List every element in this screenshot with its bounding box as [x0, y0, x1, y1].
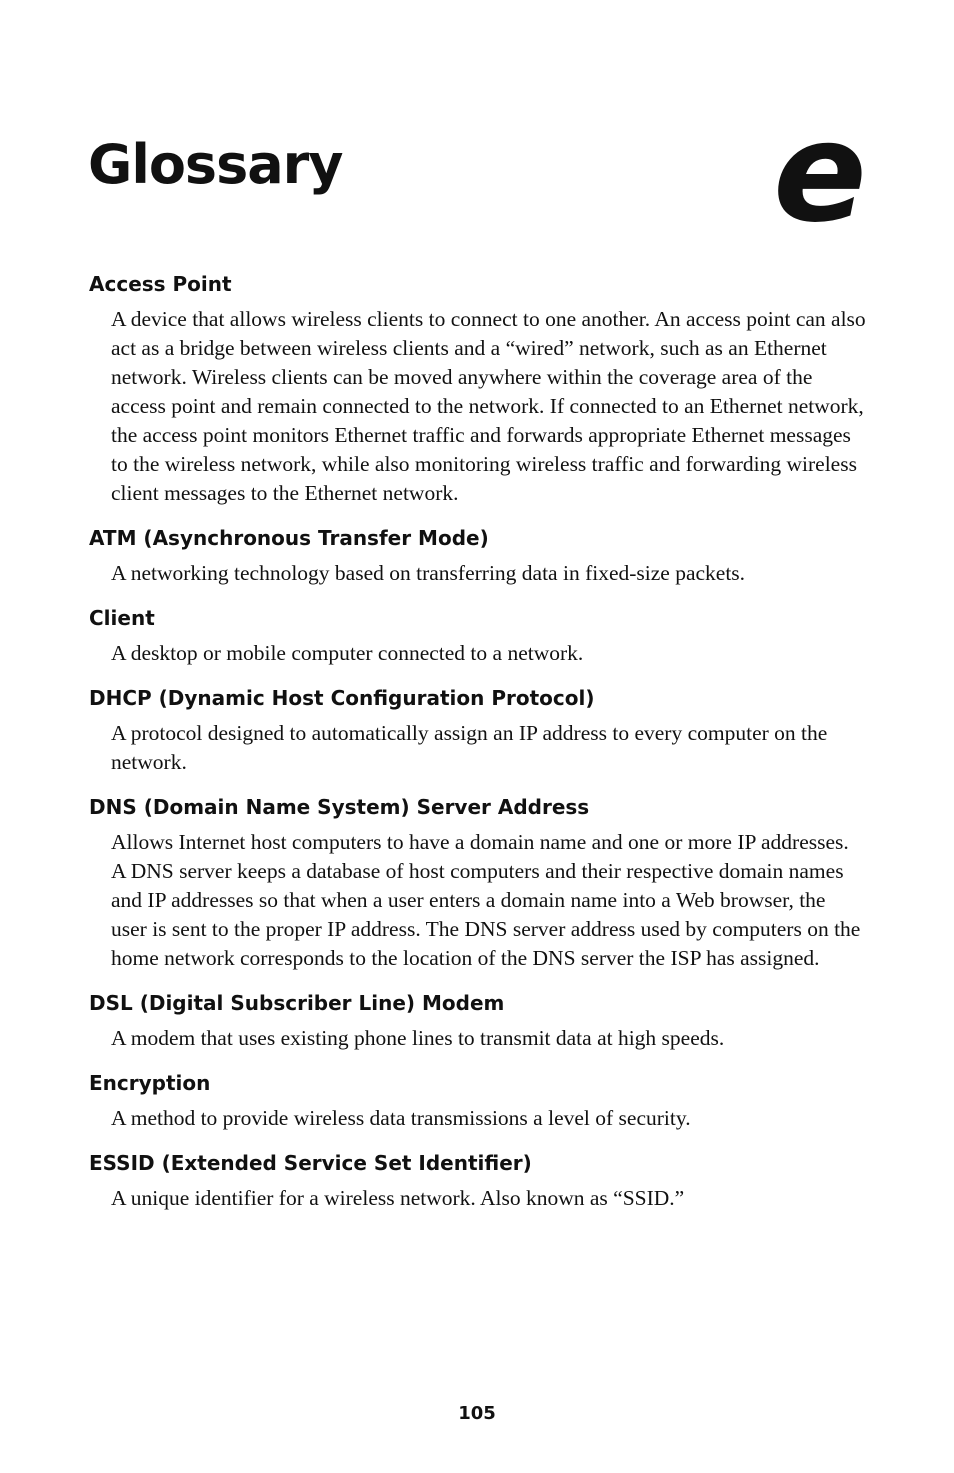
glossary-entry	[89, 269, 869, 508]
glossary-entry	[89, 523, 869, 588]
chapter-title: Glossary	[88, 133, 343, 196]
glossary-definition: A method to provide wireless data transmissions a level of security.	[111, 1106, 691, 1130]
glossary-term: ESSID (Extended Service Set Identifier)	[89, 1151, 532, 1175]
glossary-entry	[89, 683, 869, 777]
glossary-definition: A protocol designed to automatically assign an IP address to every computer on the network.	[111, 721, 828, 774]
glossary-term: Encryption	[89, 1071, 211, 1095]
glossary-definition: A desktop or mobile computer connected to a network.	[111, 641, 584, 665]
glossary-entry	[89, 1068, 869, 1133]
glossary-term: DNS (Domain Name System) Server Address	[89, 795, 590, 819]
glossary-entry	[89, 1148, 869, 1213]
glossary-term: Client	[89, 606, 155, 630]
glossary-definition: A unique identifier for a wireless network. Also known as “SSID.”	[111, 1186, 685, 1210]
chapter-letter-mark: e	[773, 92, 867, 253]
glossary-entry	[89, 603, 869, 668]
glossary-definition: Allows Internet host computers to have a domain name and one or more IP addresses. A DNS server keeps a database of host computers and their respective domain names and IP addresses so that when a user enters a domain name into a Web browser, the user is sent to the proper IP address. The DNS server address used by computers on the home network corresponds to the location of the DNS server the ISP has assigned.	[111, 830, 861, 970]
glossary-definition: A networking technology based on transferring data in fixed-size packets.	[111, 561, 746, 585]
glossary-entry	[89, 792, 869, 973]
glossary-entries	[89, 269, 869, 1213]
glossary-term: DHCP (Dynamic Host Configuration Protocol)	[89, 686, 595, 710]
glossary-term: ATM (Asynchronous Transfer Mode)	[89, 526, 489, 550]
glossary-definition: A modem that uses existing phone lines to transmit data at high speeds.	[111, 1026, 725, 1050]
glossary-definition: A device that allows wireless clients to connect to one another. An access point can also act as a bridge between wireless clients and a “wired” network, such as an Ethernet network. Wireless clients can be moved anywhere within the coverage area of the access point and remain connected to the network. If connected to an Ethernet network, the access point monitors Ethernet traffic and forwards appropriate Ethernet messages to the wireless network, while also monitoring wireless traffic and forwarding wireless client messages to the Ethernet network.	[111, 307, 866, 505]
glossary-term: DSL (Digital Subscriber Line) Modem	[89, 991, 505, 1015]
page-number: 105	[458, 1403, 496, 1424]
glossary-entry	[89, 988, 869, 1053]
glossary-term: Access Point	[89, 272, 232, 296]
